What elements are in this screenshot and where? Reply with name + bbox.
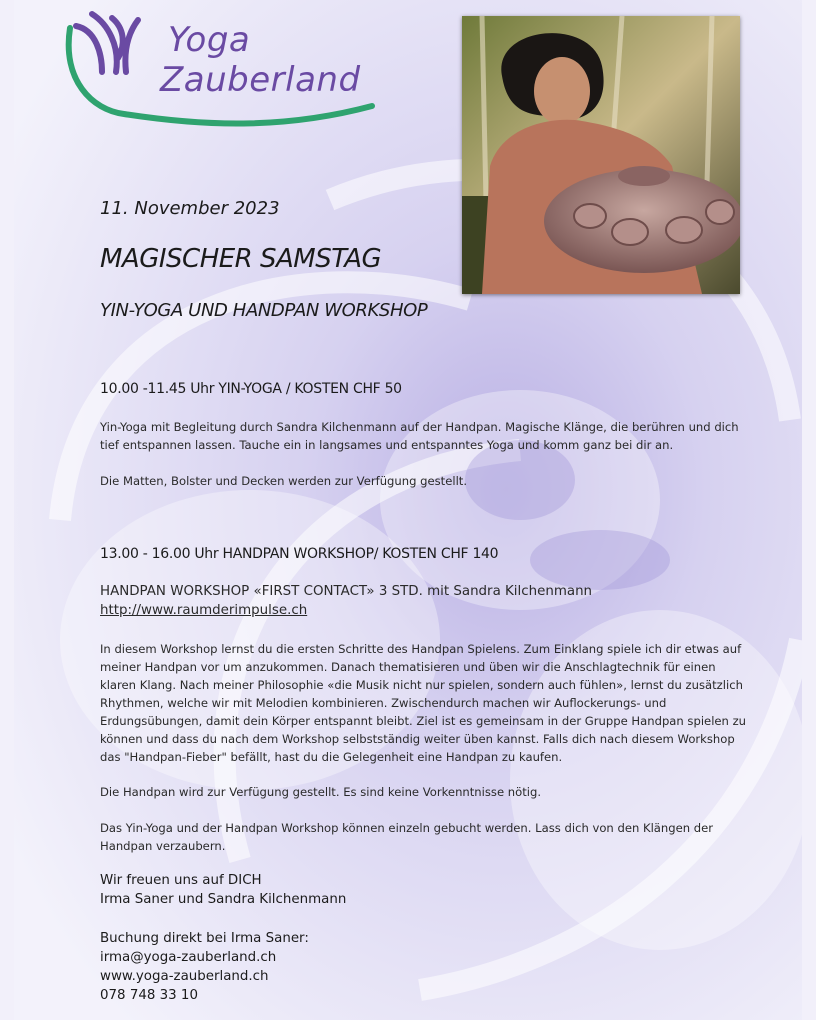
workshop-section-heading: 13.00 - 16.00 Uhr HANDPAN WORKSHOP/ KOSTEN CHF 140 xyxy=(100,546,499,562)
page-margin-right xyxy=(802,0,816,1020)
booking-email[interactable]: irma@yoga-zauberland.ch xyxy=(100,950,277,965)
booking-heading: Buchung direkt bei Irma Saner: xyxy=(100,931,309,946)
page-margin-left xyxy=(0,0,14,1020)
yoga-zauberland-logo xyxy=(62,10,392,140)
workshop-website-link[interactable]: http://www.raumderimpulse.ch xyxy=(100,603,308,618)
yoga-materials-note: Die Matten, Bolster und Decken werden zur Verfügung gestellt. xyxy=(100,474,468,488)
separate-booking-note: Das Yin-Yoga und der Handpan Workshop können einzeln gebucht werden. Lass dich von den Klängen der Handpan verzaubern. xyxy=(100,821,714,853)
handpan-player-photo xyxy=(462,16,740,294)
event-date: 11. November 2023 xyxy=(100,198,280,219)
booking-website[interactable]: www.yoga-zauberland.ch xyxy=(100,969,269,984)
yoga-description: Yin-Yoga mit Begleitung durch Sandra Kilchenmann auf der Handpan. Magische Klänge, die berühren und dich tief entspannen lassen. Tauche ein in langsames und entspanntes Yoga und komm ganz bei dir an. xyxy=(100,420,739,452)
booking-phone[interactable]: 078 748 33 10 xyxy=(100,988,198,1003)
yoga-section-heading: 10.00 -11.45 Uhr YIN-YOGA / KOSTEN CHF 50 xyxy=(100,381,402,397)
workshop-title: HANDPAN WORKSHOP «FIRST CONTACT» 3 STD. mit Sandra Kilchenmann xyxy=(100,584,593,599)
logo-text-zauberland: Zauberland xyxy=(160,60,361,100)
event-title: MAGISCHER SAMSTAG xyxy=(100,244,382,274)
logo-text-yoga: Yoga xyxy=(168,20,251,60)
event-subtitle: YIN-YOGA UND HANDPAN WORKSHOP xyxy=(100,300,428,321)
closing-greeting: Wir freuen uns auf DICH xyxy=(100,873,262,888)
workshop-provided-note: Die Handpan wird zur Verfügung gestellt. Es sind keine Vorkenntnisse nötig. xyxy=(100,785,542,799)
workshop-description: In diesem Workshop lernst du die ersten Schritte des Handpan Spielens. Zum Einklang spiele ich dir etwas auf meiner Handpan vor um anzukommen. Danach thematisieren und üben wir die Anschlagtechnik für einen klaren Klang. Nach meiner Philosophie «die Musik nicht nur spielen, sondern auch fühlen», lernst du zusätzlich Rhythmen, welche wir mit Melodien kombinieren. Zwischendurch machen wir Auflockerungs- und Erdungsübungen, damit dein Körper entspannt bleibt. Ziel ist es gemeinsam in der Gruppe Handpan spielen zu können und dass du nach dem Workshop selbstständig weiter üben kannst. Falls dich nach diesem Workshop das "Handpan-Fieber" befällt, hast du die Gelegenheit eine Handpan zu kaufen. xyxy=(100,642,747,764)
closing-signature: Irma Saner und Sandra Kilchenmann xyxy=(100,892,347,907)
